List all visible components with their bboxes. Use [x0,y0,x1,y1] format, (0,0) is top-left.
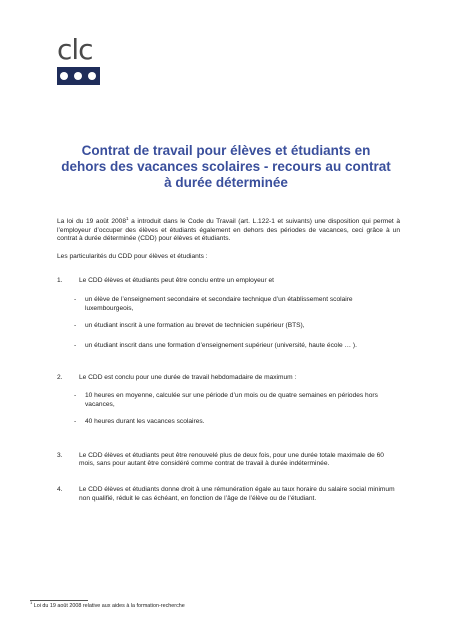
point-text: Le CDD élèves et étudiants peut être conclu entre un employeur et [79,277,274,285]
list-item [74,392,400,409]
point-2 [57,374,400,383]
list-item [74,418,400,427]
footnote-text: Loi du 19 août 2008 relative aux aides à la formation-recherche [32,603,185,609]
point-text: Le CDD élèves et étudiants peut être renouvelé plus de deux fois, pour une durée totale maximale de 60 mois, sans pour autant être considéré comme contrat de travail à durée indéterminée. [79,451,384,468]
clc-logo [57,33,101,85]
document-body [57,215,401,503]
list-item-text: un élève de l’enseignement secondaire et secondaire technique d’un établissement scolaire luxembourgeois, [85,295,353,312]
list-item [74,322,400,331]
dash-icon: - [74,418,77,426]
logo-dots-bar [57,67,100,85]
point-text: Le CDD élèves et étudiants donne droit à une rémunération égale au taux horaire du salaire social minimum non qualifié, réduit le cas échéant, en fonction de l’âge de l’élève ou de l’étudiant. [79,485,395,502]
dash-icon: - [74,341,77,349]
logo-dot-icon [60,72,68,80]
dash-icon: - [74,295,77,303]
point-number: 3. [57,451,63,459]
list-item-text: un étudiant inscrit à une formation au brevet de technicien supérieur (BTS), [85,322,305,330]
footnote-reference: 1 [126,215,129,221]
title-line: dehors des vacances scolaires - recours au contrat [61,159,391,174]
list-item-text: un étudiant inscrit dans une formation d’enseignement supérieur (université, haute école … ). [85,341,357,349]
intro-text: La loi du 19 août 2008 [57,218,127,225]
title-line: Contrat de travail pour élèves et étudiants en [81,143,371,158]
intro-paragraph [57,215,401,244]
title-line: à durée déterminée [164,175,288,190]
footnote-divider [30,600,88,601]
dash-icon: - [74,322,77,330]
footnote-number: 1 [30,600,33,606]
dash-icon: - [74,391,77,399]
document-title [50,143,402,191]
list-item [74,342,400,351]
list-item-text: 40 heures durant les vacances scolaires. [85,418,205,426]
footnote [30,600,390,610]
point-3 [57,452,400,469]
point-4 [57,486,400,503]
logo-text: clc [57,33,93,66]
point-number: 2. [57,374,63,382]
logo-dot-icon [74,72,82,80]
point-number: 1. [57,277,63,285]
point-text: Le CDD est conclu pour une durée de travail hebdomadaire de maximum : [79,374,297,382]
logo-dot-icon [88,72,96,80]
particularites-heading: Les particularités du CDD pour élèves et étudiants : [57,252,208,260]
intro-text-continued: a introduit dans le Code du Travail (art. L.122-1 et suivants) une disposition qui permet à l’employeur d’occuper des élèves et étudiants également en dehors des périodes de vacances, ceci grâce à un contrat à durée déterminée (CDD) pour élèves et étudiants. [57,218,401,243]
list-item [74,296,400,313]
list-item-text: 10 heures en moyenne, calculée sur une période d’un mois ou de quatre semaines en périodes hors vacances, [85,391,378,408]
point-number: 4. [57,485,63,493]
point-1 [57,277,400,286]
